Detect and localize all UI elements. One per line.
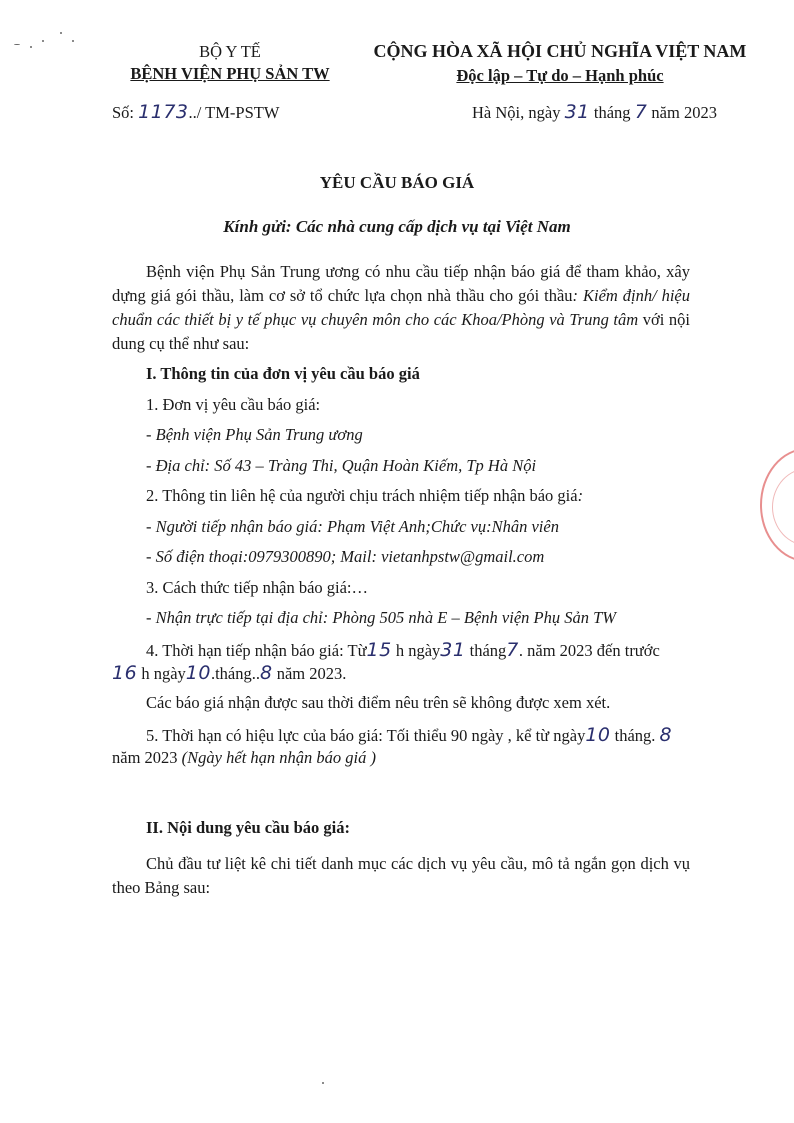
section1-item2-a: - Người tiếp nhận báo giá: Phạm Việt Anh;Chức vụ:Nhân viên [146, 517, 559, 536]
section2-paragraph: Chủ đầu tư liệt kê chi tiết danh mục các dịch vụ yêu cầu, mô tả ngắn gọn dịch vụ theo Bảng sau: [112, 854, 690, 897]
scan-speck [72, 40, 74, 42]
section1-heading: I. Thông tin của đơn vị yêu cầu báo giá [146, 364, 420, 383]
section1-item4-note: Các báo giá nhận được sau thời điểm nêu trên sẽ không được xem xét. [146, 693, 611, 712]
section1-item4-line1: 4. Thời hạn tiếp nhận báo giá: Từ15 h ngày31 tháng7. năm 2023 đến trước [146, 639, 660, 661]
scan-speck [42, 40, 44, 42]
section1-item1-a: - Bệnh viện Phụ Sản Trung ương [146, 425, 363, 444]
handwritten-month-end: 8 [260, 662, 273, 684]
handwritten-month: 7 [634, 101, 648, 123]
section1-item3: 3. Cách thức tiếp nhận báo giá:… [146, 578, 369, 597]
handwritten-hour-start: 15 [366, 639, 392, 661]
section1-item5-line1: 5. Thời hạn có hiệu lực của báo giá: Tối thiểu 90 ngày , kể từ ngày10 tháng. 8 [146, 724, 673, 746]
handwritten-day-start: 31 [440, 639, 466, 661]
handwritten-validity-month: 8 [659, 724, 673, 746]
scan-speck [60, 32, 62, 34]
section1-item2-b: - Số điện thoại:0979300890; Mail: vietanhpstw@gmail.com [146, 547, 545, 566]
document-number: Số: 1173../ TM-PSTW [112, 101, 280, 123]
hospital-name: BỆNH VIỆN PHỤ SẢN TW [130, 64, 330, 83]
ministry-name: BỘ Y TẾ [199, 42, 261, 61]
section2-heading: II. Nội dung yêu cầu báo giá: [146, 818, 351, 837]
motto: Độc lập – Tự do – Hạnh phúc [456, 66, 664, 85]
handwritten-hour-end: 16 [112, 662, 138, 684]
handwritten-number: 1173 [138, 101, 189, 123]
document-title: YÊU CẦU BÁO GIÁ [319, 173, 475, 192]
handwritten-validity-day: 10 [585, 724, 611, 746]
section1-item3-a: - Nhận trực tiếp tại địa chỉ: Phòng 505 nhà E – Bệnh viện Phụ Sản TW [146, 608, 617, 627]
handwritten-month-start: 7 [506, 639, 519, 661]
scan-speck [14, 44, 20, 45]
section1-item1: 1. Đơn vị yêu cầu báo giá: [146, 395, 321, 414]
section1-item2: 2. Thông tin liên hệ của người chịu trách nhiệm tiếp nhận báo giá: [146, 486, 584, 505]
country-name: CỘNG HÒA XÃ HỘI CHỦ NGHĨA VIỆT NAM [373, 41, 747, 61]
section1-item4-line2: 16 h ngày10.tháng..8 năm 2023. [112, 662, 347, 684]
handwritten-day-end: 10 [185, 662, 211, 684]
recipient: Kính gửi: Các nhà cung cấp dịch vụ tại Việt Nam [223, 217, 571, 236]
section1-item1-b: - Địa chỉ: Số 43 – Tràng Thi, Quận Hoàn Kiếm, Tp Hà Nội [146, 456, 537, 475]
scan-speck [30, 46, 32, 48]
section1-item5-line2: năm 2023 (Ngày hết hạn nhận báo giá ) [112, 748, 376, 767]
intro-paragraph: Bệnh viện Phụ Sản Trung ương có nhu cầu tiếp nhận báo giá để tham khảo, xây dựng giá gói thầu, làm cơ sở tổ chức lựa chọn nhà thầu cho gói thầu: Kiểm định/ hiệu chuẩn các thiết bị y tế phục vụ chuyên môn cho các Khoa/Phòng và Trung tâm với nội dung cụ thể như sau: [112, 262, 690, 353]
handwritten-day: 31 [564, 101, 590, 123]
scan-speck [322, 1082, 324, 1084]
document-date: Hà Nội, ngày 31 tháng 7 năm 2023 [472, 101, 717, 123]
